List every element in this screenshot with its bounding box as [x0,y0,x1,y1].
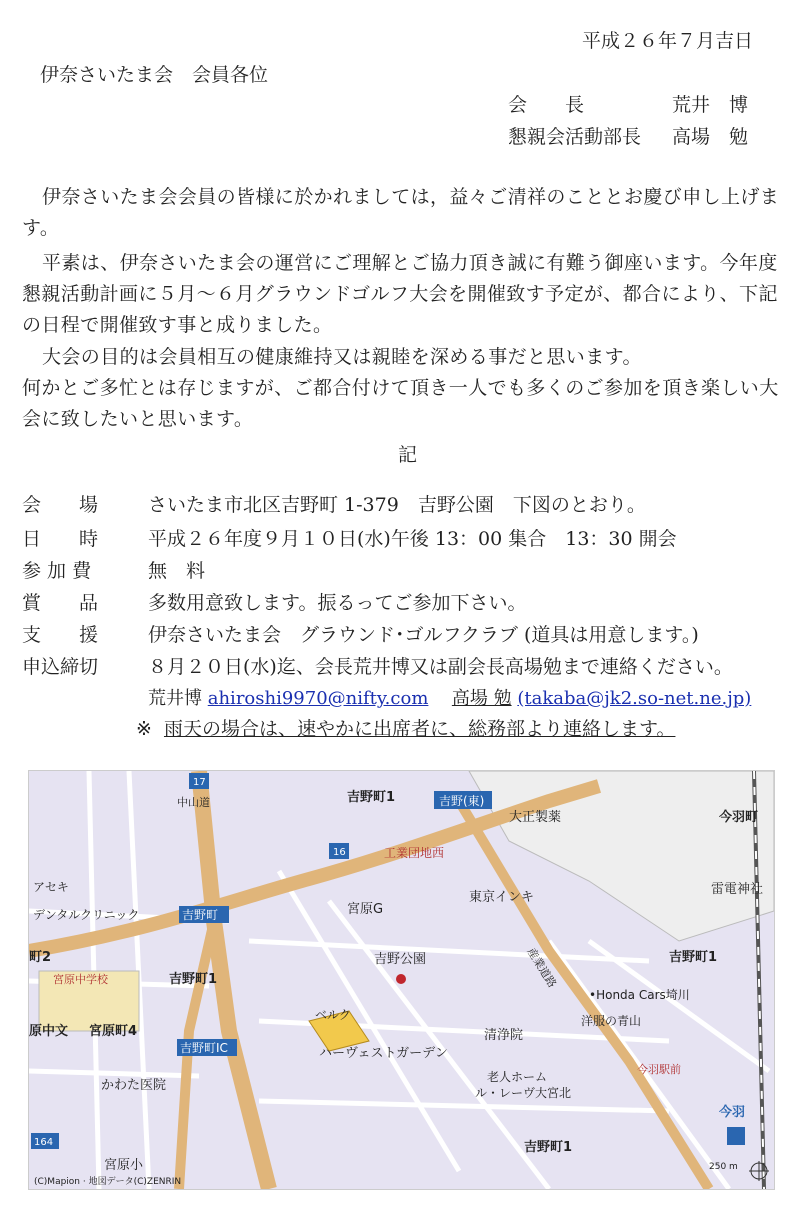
map-label-yoshino-east: 吉野(東) [439,794,485,808]
map-label-kogyo: 工業団地西 [384,846,445,860]
map-label-miyahara-jhs: 宮原中学校 [53,973,108,986]
map-label-nakasendo: 中山道 [177,796,210,809]
map-label-yoshino-park: 吉野公園 [374,952,427,967]
map-label-miyahara4: 宮原町4 [89,1024,138,1039]
map-label-rojin: 老人ホーム [487,1070,548,1084]
contact-name-2: 高場 勉 [451,688,512,709]
detail-label-support: 支 援 [22,624,99,646]
detail-value-prize: 多数用意致します。振るってご参加下さい。 [148,592,527,614]
sender-2-title: 懇親会活動部長 [508,126,642,148]
map-label-cho2: 町2 [29,950,52,965]
map-label-honda: •Honda Cars埼川 [589,988,690,1002]
purpose-paragraph: 平素は、伊奈さいたま会の運営にご理解とご協力頂き誠に有難う御座います。今年度懇親活動計画に５月～６月グラウンドゴルフ大会を開催致す予定が、都合により、下記の日程で開催致す事と成りました。 [22,252,778,336]
map-label-dental: デンタルクリニック [33,908,140,922]
map-label-yoshino1-top: 吉野町1 [347,790,396,805]
map-label-belc: ベルク [315,1008,351,1022]
map-label-taisho: 大正製薬 [509,810,562,825]
email-link-2[interactable]: (takaba@jk2.so-net.ne.jp) [517,688,752,709]
map-label-imahane-town: 今羽町 [719,810,759,825]
map-label-harvest: ハーヴェストガーデン [319,1046,448,1061]
location-map[interactable] [28,770,775,1190]
map-label-imahane: 今羽 [719,1105,746,1120]
map-label-yoshino-ic: 吉野町IC [180,1041,228,1055]
rain-note [136,714,675,741]
route-17-shield: 17 [193,777,206,788]
route-16-shield: 16 [333,847,346,858]
map-label-miyaharachu: 原中文 [29,1024,69,1039]
map-label-yoshino1-bottom: 吉野町1 [524,1140,573,1155]
map-label-yoshino1-left: 吉野町1 [169,972,218,987]
map-copyright: (C)Mapion · 地図データ(C)ZENRIN [34,1177,182,1187]
email-link-1[interactable]: ahiroshi9970@nifty.com [207,688,429,709]
yoshino-park-marker [396,974,406,984]
note-text: 雨天の場合は、速やかに出席者に、総務部より連絡します。 [163,718,676,740]
map-label-kawata: かわた医院 [101,1078,167,1093]
map-label-seijoin: 清浄院 [484,1028,524,1043]
detail-value-venue: さいたま市北区吉野町 1-379 吉野公園 下図のとおり。 [148,494,646,516]
sender-2-name: 高場 勉 [672,126,749,148]
map-label-akiseki: アセキ [33,880,69,894]
detail-value-fee: 無 料 [148,560,206,582]
map-label-raiden: 雷電神社 [711,882,764,897]
detail-label-deadline: 申込締切 [22,656,99,678]
detail-label-prize: 賞 品 [22,592,99,614]
imahane-station-icon [727,1127,745,1145]
addressee: 伊奈さいたま会 会員各位 [40,64,269,86]
detail-label-fee: 参 加 費 [22,560,92,582]
detail-label-datetime: 日 時 [22,528,99,550]
map-label-rojin2: ル・レーヴ大宮北 [475,1086,572,1100]
note-mark: ※ [136,718,152,740]
detail-value-deadline: ８月２０日(水)迄、会長荒井博又は副会長高場勉まで連絡ください。 [148,656,733,678]
map-label-sangyo: 産業道路 [524,945,559,990]
invitation-line: 何かとご多忙とは存じますが、ご都合付けて頂き一人でも多くのご参加を頂き楽しい大会に致したいと思います。 [22,377,779,430]
contact-name-1: 荒井博 [148,688,202,709]
map-label-miyahara-es: 宮原小 [104,1158,144,1173]
detail-value-support: 伊奈さいたま会 グラウンド･ゴルフクラブ (道具は用意します。) [148,624,699,646]
map-label-yoshino-cho: 吉野町 [182,908,219,922]
sender-1-title: 会 長 [508,94,585,116]
map-scale-label: 250 m [709,1162,738,1172]
map-label-yoshino1-right: 吉野町1 [669,950,718,965]
greeting-paragraph: 伊奈さいたま会会員の皆様に於かれましては，益々ご清祥のこととお慶び申し上げます。 [22,186,780,239]
map-label-miyahara-g: 宮原G [347,902,384,917]
objective-line: 大会の目的は会員相互の健康維持又は親睦を深める事だと思います。 [42,346,642,368]
sender-1-name: 荒井 博 [672,94,749,116]
map-label-tokyo-inki: 東京インキ [469,890,535,905]
contact-line [148,684,751,710]
ki-heading: 記 [398,444,418,466]
document-date: 平成２６年７月吉日 [582,30,754,52]
detail-label-venue: 会 場 [22,494,99,516]
map-label-kiseki: 洋服の青山 [581,1014,642,1028]
detail-value-datetime: 平成２６年度９月１０日(水)午後 13：00 集合 13：30 開会 [148,528,677,550]
map-label-imahane-sta-sub: 今羽駅前 [637,1063,681,1076]
route-164-shield: 164 [34,1137,54,1148]
